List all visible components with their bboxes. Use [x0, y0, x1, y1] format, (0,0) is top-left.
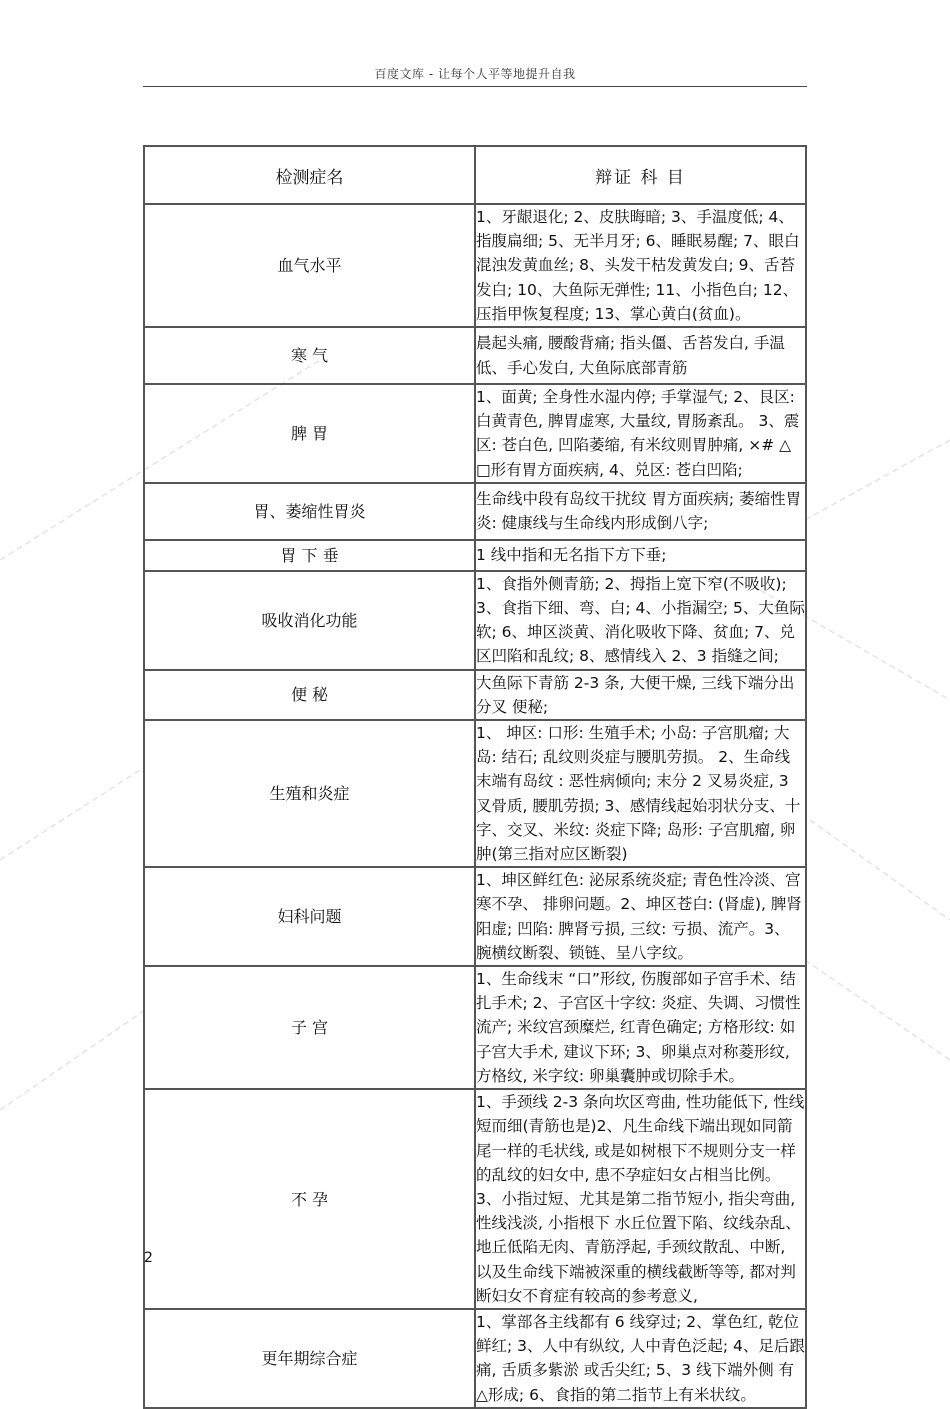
symptom-table [143, 145, 807, 1409]
symptom-description: 1、掌部各主线都有 6 线穿过; 2、掌色红, 乾位鲜红; 3、人中有纵纹, 人中青色泛起; 4、足后跟痛, 舌质多紫淤 或舌尖红; 5、3 线下端外侧 有△形成; 6、食指的第二指节上有米状纹。 [475, 1309, 806, 1408]
symptom-name: 子 宫 [144, 966, 475, 1089]
table-row [144, 1309, 806, 1408]
table-row [144, 867, 806, 966]
table-row [144, 670, 806, 720]
symptom-description: 1、生命线末 “口”形纹, 伤腹部如子宫手术、结扎手术; 2、子宫区十字纹: 炎症、失调、习惯性流产; 米纹宫颈糜烂, 红青色确定; 方格形纹: 如子宫大手术, 建议下环; 3、卵巢点对称菱形纹, 方格纹, 米字纹: 卵巢囊肿或切除手术。 [475, 966, 806, 1089]
table-row [144, 327, 806, 384]
column-header-desc: 辩证 科 目 [475, 146, 806, 204]
symptom-name: 血气水平 [144, 204, 475, 327]
symptom-description: 大鱼际下青筋 2-3 条, 大便干燥, 三线下端分出分叉 便秘; [475, 670, 806, 720]
symptom-name: 胃 下 垂 [144, 540, 475, 571]
page-number: 2 [144, 1250, 153, 1266]
symptom-name: 寒 气 [144, 327, 475, 384]
table-row [144, 720, 806, 867]
symptom-description: 1、牙龈退化; 2、皮肤晦暗; 3、手温度低; 4、指腹扁细; 5、无半月牙; 6、睡眠易醒; 7、眼白混浊发黄血丝; 8、头发干枯发黄发白; 9、舌苔发白; 10、大鱼际无弹性; 11、小指色白; 12、压指甲恢复程度; 13、掌心黄白(贫血)。 [475, 204, 806, 327]
page-header: 百度文库 - 让每个人平等地提升自我 [374, 67, 576, 81]
symptom-description: 1、面黄; 全身性水湿内停; 手掌湿气; 2、艮区: 白黄青色, 脾胃虚寒, 大量纹, 胃肠紊乱。 3、震区: 苍白色, 凹陷萎缩, 有米纹则胃肿痛, ×# △□形有胃方面疾病, 4、兑区: 苍白凹陷; [475, 384, 806, 483]
symptom-description: 生命线中段有岛纹干扰纹 胃方面疾病; 萎缩性胃炎: 健康线与生命线内形成倒八字; [475, 483, 806, 540]
symptom-description: 晨起头痛, 腰酸背痛; 指头僵、舌苔发白, 手温低、手心发白, 大鱼际底部青筋 [475, 327, 806, 384]
table-row [144, 384, 806, 483]
header-divider [143, 86, 807, 87]
symptom-name: 不 孕 [144, 1089, 475, 1309]
symptom-name: 更年期综合症 [144, 1309, 475, 1408]
table-row [144, 204, 806, 327]
symptom-name: 妇科问题 [144, 867, 475, 966]
column-header-name: 检测症名 [144, 146, 475, 204]
symptom-name: 生殖和炎症 [144, 720, 475, 867]
table-row [144, 966, 806, 1089]
table-row [144, 540, 806, 571]
symptom-description: 1 线中指和无名指下方下垂; [475, 540, 806, 571]
table-row [144, 571, 806, 670]
symptom-name: 吸收消化功能 [144, 571, 475, 670]
symptom-name: 便 秘 [144, 670, 475, 720]
symptom-description: 1、坤区鲜红色: 泌尿系统炎症; 青色性冷淡、宫寒不孕、 排卵问题。2、坤区苍白: (肾虚), 脾肾阳虚; 凹陷: 脾肾亏损, 三纹: 亏损、流产。3、腕横纹断裂、锁链、呈八字纹。 [475, 867, 806, 966]
symptom-description: 1、食指外侧青筋; 2、拇指上宽下窄(不吸收); 3、食指下细、弯、白; 4、小指漏空; 5、大鱼际软; 6、坤区淡黄、消化吸收下降、贫血; 7、兑区凹陷和乱纹; 8、感情线入 2、3 指缝之间; [475, 571, 806, 670]
table-header-row [144, 146, 806, 204]
table-row [144, 483, 806, 540]
table-row [144, 1089, 806, 1309]
symptom-name: 脾 胃 [144, 384, 475, 483]
symptom-description: 1、手颈线 2-3 条向坎区弯曲, 性功能低下, 性线短而细(青筋也是)2、凡生命线下端出现如同箭尾一样的毛状线, 或是如树根下不规则分支一样的乱纹的妇女中, 患不孕症妇女占相当比例。 3、小指过短、尤其是第二指节短小, 指尖弯曲, 性线浅淡, 小指根下 水丘位置下陷、纹线杂乱、地丘低陷无肉、青筋浮起, 手颈纹散乱、中断, 以及生命线下端被深重的横线截断等等, 都对判断妇女不育症有较高的参考意义, [475, 1089, 806, 1309]
symptom-description: 1、 坤区: 口形: 生殖手术; 小岛: 子宫肌瘤; 大岛: 结石; 乱纹则炎症与腰肌劳损。 2、生命线末端有岛纹 : 恶性病倾向; 末分 2 叉易炎症, 3 叉骨质, 腰肌劳损; 3、感情线起始羽状分支、十字、交叉、米纹: 炎症下降; 岛形: 子宫肌瘤, 卵肿(第三指对应区断裂) [475, 720, 806, 867]
symptom-name: 胃、萎缩性胃炎 [144, 483, 475, 540]
